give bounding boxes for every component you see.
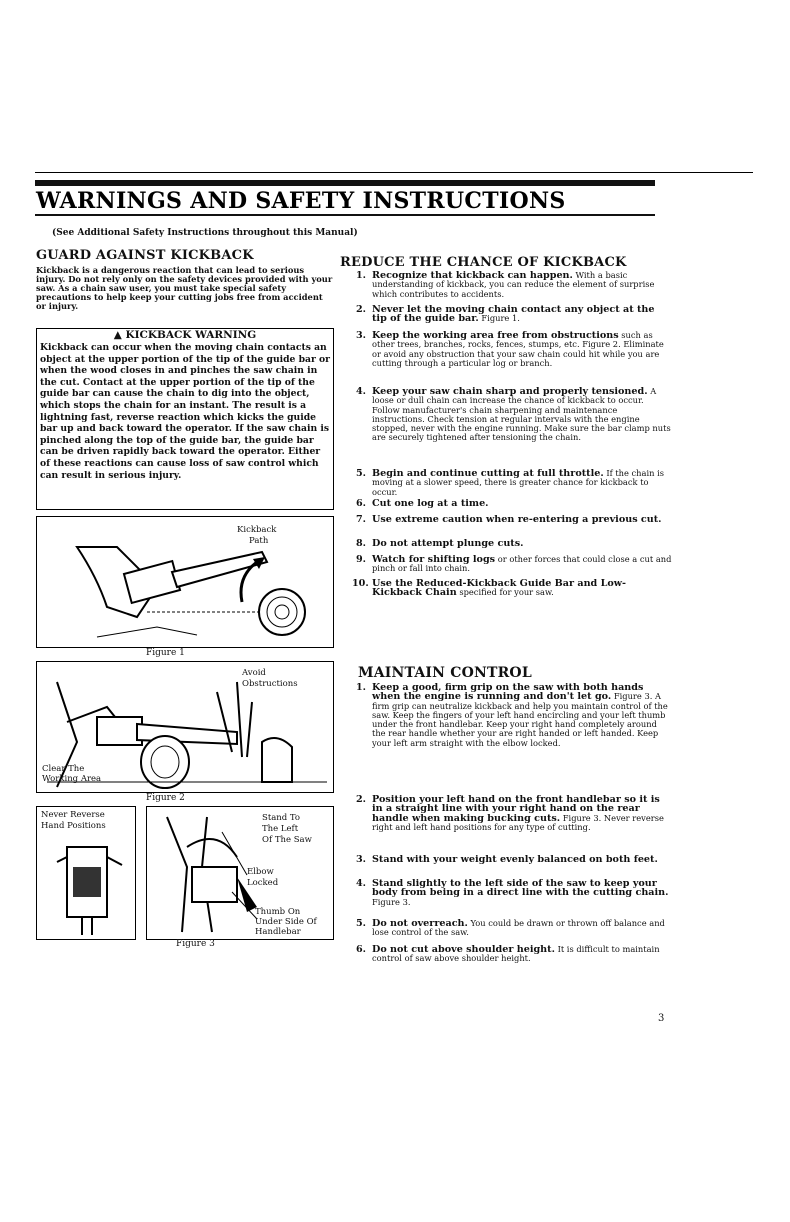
kickback-item-1: 1. Recognize that kickback can happen. With a basic understanding of kickback, you can reduce the element of surprise which contributes to accidents. (356, 270, 655, 299)
figure-3-left-box (36, 806, 136, 940)
fig2-label-avoid: Avoid (242, 668, 266, 678)
maintain-item-1: 1. Keep a good, firm grip on the saw with both hands when the engine is running and don't let go. Figure 3. A firm grip can neutralize kickback and help you maintain control of the saw. Keep the fingers of your left hand encircling and your left thumb under the front handlebar. Keep your right hand completely around the rear handle whether your are right handed or left handed. Keep your left arm straight with the elbow locked. (356, 682, 668, 748)
fig3-label-thumb3: Handlebar (255, 927, 301, 937)
kickback-item-7: 7. Use extreme caution when re-entering a previous cut. (356, 514, 662, 525)
fig2-label-clear: Clear The (42, 764, 85, 774)
guard-body: Kickback is a dangerous reaction that can lead to serious injury. Do not rely only on the safety devices provided with your saw. As a chain saw user, you must take special safety precautions to help keep your cutting jobs free from accident or injury. (36, 265, 333, 311)
fig3-label-thumb1: Thumb On (255, 907, 301, 917)
maintain-item-2: 2. Position your left hand on the front handlebar so it is in a straight line with your right hand on the rear handle when making bucking cuts. Figure 3. Never reverse right and left hand positions for any type of cutting. (356, 794, 664, 832)
kickback-item-3: 3. Keep the working area free from obstructions such as other trees, branches, rocks, fences, stumps, etc. Figure 2. Eliminate or avoid any obstruction that your saw chain could hit while you are cutting through a particular log or branch. (356, 330, 664, 368)
maintain-item-6: 6. Do not cut above shoulder height. It is difficult to maintain control of saw above shoulder height. (356, 944, 660, 964)
kickback-section-title: REDUCE THE CHANCE OF KICKBACK (340, 255, 627, 270)
fig3-label-elbow2: Locked (247, 878, 279, 888)
fig3-label-stand2: The Left (262, 824, 299, 834)
kickback-item-9: 9. Watch for shifting logs or other forces that could close a cut and pinch or fall into chain. (356, 554, 672, 574)
figure-3-right-box (146, 806, 334, 940)
kickback-item-2: 2. Never let the moving chain contact any object at the tip of the guide bar. Figure 1. (356, 304, 655, 325)
page-title: WARNINGS AND SAFETY INSTRUCTIONS (36, 188, 566, 214)
figure-2-caption: Figure 2 (146, 793, 185, 803)
kickback-item-4: 4. Keep your saw chain sharp and properly tensioned. A loose or dull chain can increase the chance of kickback to occur. Follow manufacturer's chain sharpening and maintenance instructions. Check tension at regular intervals with the engine stopped, never with the engine running. Make sure the bar clamp nuts are securely tightened after tensioning the chain. (356, 386, 671, 443)
fig3-label-stand1: Stand To (262, 813, 301, 823)
fig3-label-hand: Hand Positions (41, 821, 106, 831)
top-rule (35, 172, 753, 173)
fig3-label-never: Never Reverse (41, 810, 105, 820)
kickback-item-6: 6. Cut one log at a time. (356, 498, 489, 509)
kickback-path-illustration (37, 517, 333, 647)
kickback-item-10: 10. Use the Reduced-Kickback Guide Bar and Low-Kickback Chain specified for your saw. (352, 578, 626, 599)
figure-1-caption: Figure 1 (146, 648, 185, 658)
fig3-label-elbow1: Elbow (247, 867, 274, 877)
see-note: (See Additional Safety Instructions throughout this Manual) (52, 228, 358, 238)
maintain-item-3: 3. Stand with your weight evenly balanced on both feet. (356, 854, 658, 865)
warning-triangle-icon: ▲ (113, 329, 122, 341)
kickback-warning-box (36, 328, 334, 510)
kickback-item-5: 5. Begin and continue cutting at full throttle. If the chain is moving at a slower speed, there is greater chance for kickback to occur. (356, 468, 665, 497)
fig2-label-obstructions: Obstructions (242, 679, 298, 689)
figure-1-box (36, 516, 334, 648)
maintain-section-title: MAINTAIN CONTROL (358, 665, 532, 681)
page-number: 3 (658, 1013, 665, 1024)
guard-title: GUARD AGAINST KICKBACK (36, 248, 254, 263)
title-rule-thin (35, 214, 655, 216)
warning-title: KICKBACK WARNING (125, 329, 257, 341)
title-rule-thick (35, 180, 655, 186)
fig3-label-stand3: Of The Saw (262, 835, 312, 845)
warning-heading (37, 329, 333, 341)
warning-text: Kickback can occur when the moving chain contacts an object at the upper portion of the tip of the guide bar or when the wood closes in and pinches the saw chain in the cut. Contact at the upper portion of the tip of the guide bar can cause the chain to dig into the object, which stops the chain for an instant. The result is a lightning fast, reverse reaction which kicks the guide bar up and back toward the operator. If the saw chain is pinched along the top of the guide bar, the guide bar can be driven rapidly back toward the operator. Either of these reactions can cause loss of saw control which can result in serious injury. (40, 342, 330, 481)
fig3-label-thumb2: Under Side Of (255, 917, 317, 927)
figure-3-caption: Figure 3 (176, 939, 215, 949)
maintain-item-4: 4. Stand slightly to the left side of the saw to keep your body from being in a direct line with the cutting chain. Figure 3. (356, 878, 669, 907)
figure-2-box (36, 661, 334, 793)
kickback-item-8: 8. Do not attempt plunge cuts. (356, 538, 524, 549)
maintain-item-5: 5. Do not overreach. You could be drawn or thrown off balance and lose control of the saw. (356, 918, 665, 938)
fig1-label-kickback: Kickback (237, 525, 277, 535)
fig1-label-path: Path (249, 536, 269, 546)
fig2-label-area: Working Area (42, 774, 102, 784)
